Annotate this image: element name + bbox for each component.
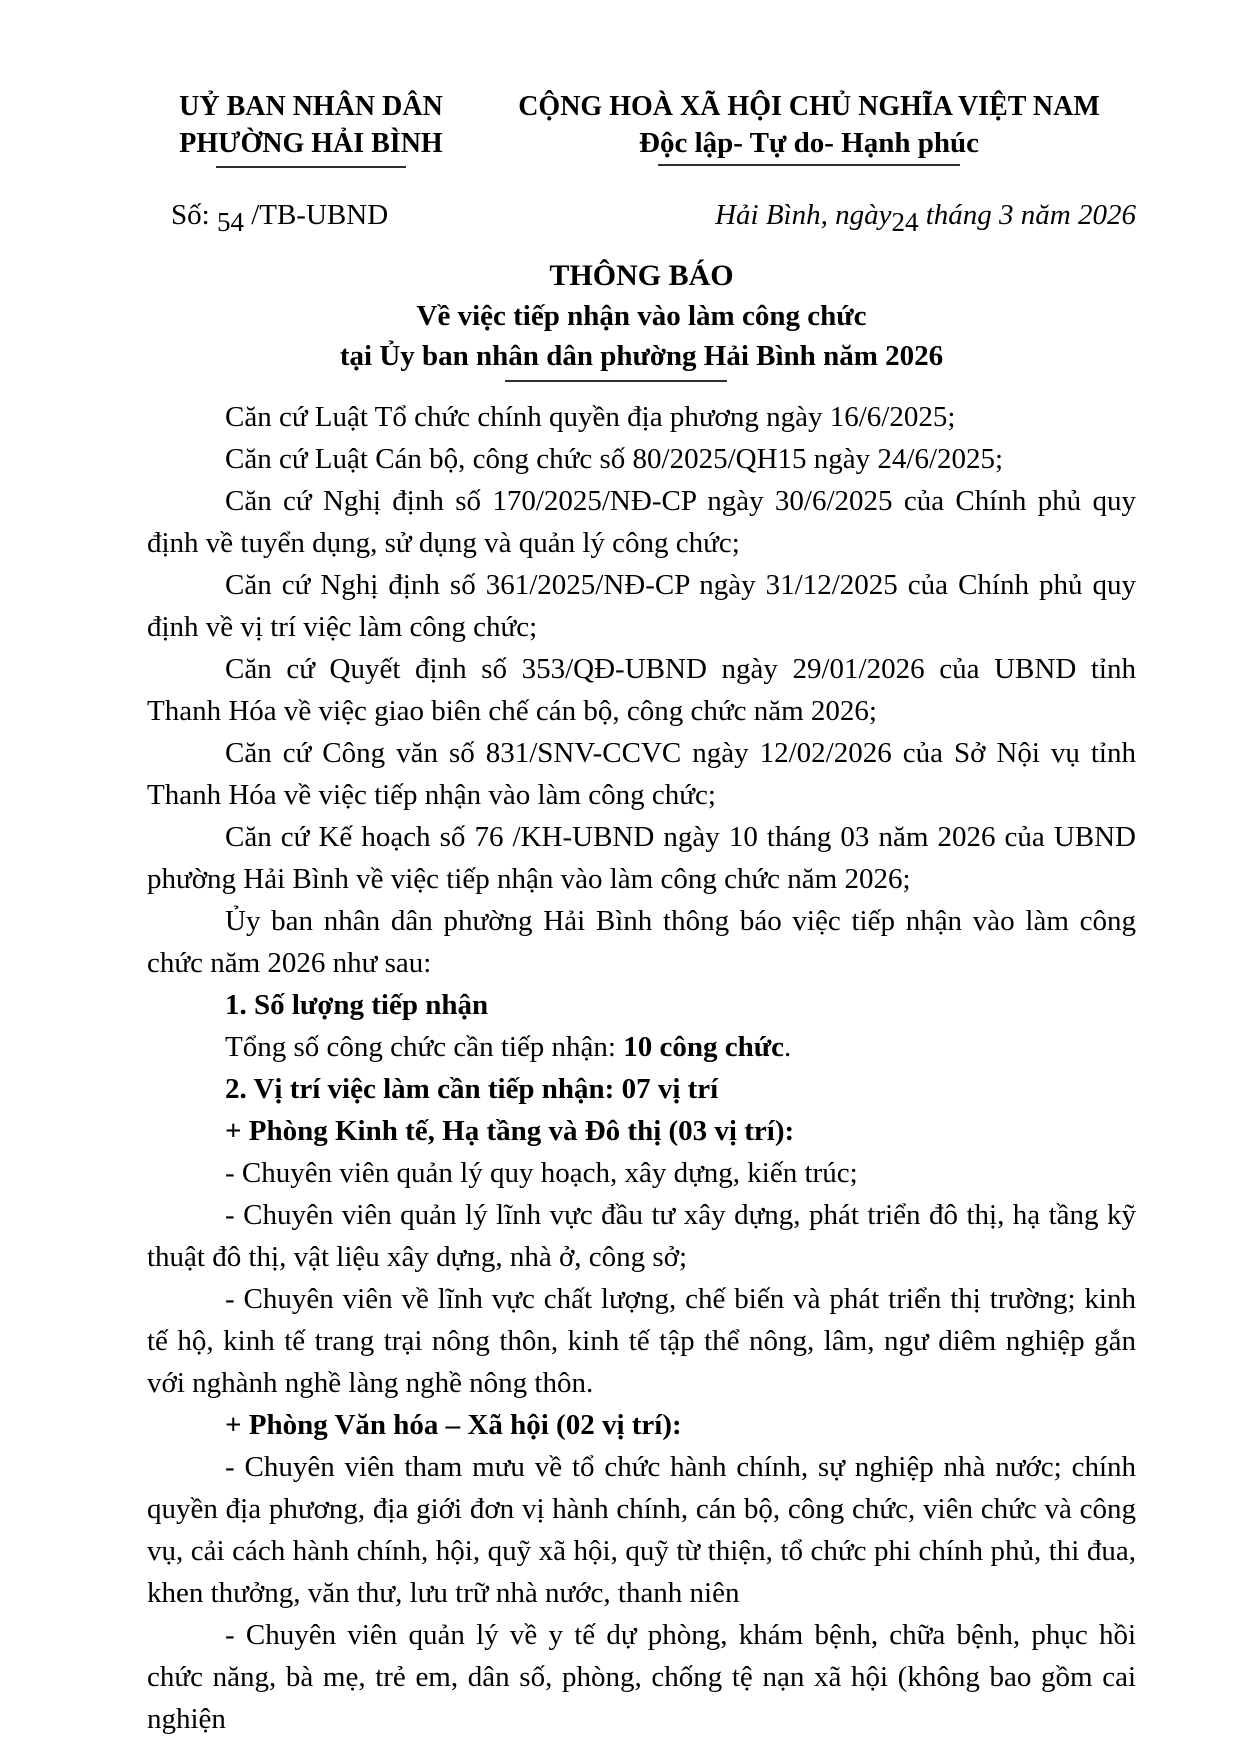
document-subject-line1: Về việc tiếp nhận vào làm công chức	[416, 300, 867, 332]
text-run: 2. Vị trí việc làm cần tiếp nhận: 07 vị trí	[225, 1073, 719, 1105]
authority-underline	[216, 166, 406, 168]
document-body	[147, 396, 1136, 1740]
para-list-item	[147, 1152, 1136, 1194]
document-number	[171, 198, 389, 237]
text-run: - Chuyên viên tham mưu về tổ chức hành chính, sự nghiệp nhà nước; chính quyền địa phương, địa giới đơn vị hành chính, cán bộ, công chức, viên chức và công vụ, cải cách hành chính, hội, quỹ xã hội, quỹ từ thiện, tổ chức phi chính phủ, thi đua, khen thưởng, văn thư, lưu trữ nhà nước, thanh niên	[147, 1451, 1136, 1609]
document-date-place: Hải Bình, ngày	[715, 199, 892, 231]
text-run: Căn cứ Kế hoạch số 76 /KH-UBND ngày 10 tháng 03 năm 2026 của UBND phường Hải Bình về việc tiếp nhận vào làm công chức năm 2026;	[147, 821, 1136, 895]
document-number-value: 54	[216, 207, 244, 237]
national-header-block	[513, 88, 1105, 166]
document-date-day: 24	[891, 207, 919, 237]
para-list-item	[147, 1194, 1136, 1278]
para-list-item	[147, 1278, 1136, 1404]
text-run: Căn cứ Nghị định số 170/2025/NĐ-CP ngày 30/6/2025 của Chính phủ quy định về tuyển dụng, sử dụng và quản lý công chức;	[147, 485, 1136, 559]
document-subject-line2: tại Ủy ban nhân dân phường Hải Bình năm 2026	[339, 340, 944, 372]
document-title-block	[147, 256, 1136, 382]
document-meta-row	[147, 198, 1136, 237]
text-run: 10 công chức	[623, 1031, 785, 1063]
para-sub-heading	[147, 1404, 1136, 1446]
para-list-item	[147, 1446, 1136, 1614]
text-run: Căn cứ Luật Cán bộ, công chức số 80/2025/QH15 ngày 24/6/2025;	[225, 443, 1004, 475]
text-run: Ủy ban nhân dân phường Hải Bình thông báo việc tiếp nhận vào làm công chức năm 2026 như sau:	[147, 905, 1136, 979]
text-run: + Phòng Kinh tế, Hạ tầng và Đô thị (03 vị trí):	[225, 1115, 795, 1147]
para-legal-basis	[147, 732, 1136, 816]
para-content	[147, 1026, 1136, 1068]
issuing-authority-block	[161, 88, 461, 168]
para-legal-basis	[147, 438, 1136, 480]
text-run: Tổng số công chức cần tiếp nhận:	[225, 1031, 624, 1063]
document-number-suffix: /TB-UBND	[251, 199, 389, 231]
text-run: Căn cứ Quyết định số 353/QĐ-UBND ngày 29/01/2026 của UBND tỉnh Thanh Hóa về việc giao biên chế cán bộ, công chức năm 2026;	[147, 653, 1136, 727]
motto-underline	[658, 164, 960, 166]
text-run: Căn cứ Luật Tổ chức chính quyền địa phương ngày 16/6/2025;	[225, 401, 956, 433]
document-type-title: THÔNG BÁO	[549, 259, 734, 292]
para-legal-basis	[147, 564, 1136, 648]
para-legal-basis	[147, 816, 1136, 900]
text-run: 1. Số lượng tiếp nhận	[225, 989, 489, 1021]
document-number-prefix: Số:	[171, 199, 210, 231]
text-run: - Chuyên viên quản lý lĩnh vực đầu tư xây dựng, phát triển đô thị, hạ tầng kỹ thuật đô thị, vật liệu xây dựng, nhà ở, công sở;	[147, 1199, 1136, 1273]
national-motto: Độc lập- Tự do- Hạnh phúc	[639, 127, 979, 159]
text-run: Căn cứ Nghị định số 361/2025/NĐ-CP ngày 31/12/2025 của Chính phủ quy định về vị trí việc làm công chức;	[147, 569, 1136, 643]
para-section-heading	[147, 984, 1136, 1026]
para-legal-basis	[147, 648, 1136, 732]
text-run: - Chuyên viên về lĩnh vực chất lượng, chế biến và phát triển thị trường; kinh tế hộ, kinh tế trang trại nông thôn, kinh tế tập thể nông, lâm, ngư diêm nghiệp gắn với nghành nghề làng nghề nông thôn.	[147, 1283, 1136, 1399]
authority-parent-name: UỶ BAN NHÂN DÂN	[179, 91, 443, 122]
para-legal-basis	[147, 480, 1136, 564]
para-sub-heading	[147, 1110, 1136, 1152]
para-legal-basis	[147, 396, 1136, 438]
para-intro	[147, 900, 1136, 984]
text-run: - Chuyên viên quản lý quy hoạch, xây dựng, kiến trúc;	[225, 1157, 858, 1189]
text-run: Căn cứ Công văn số 831/SNV-CCVC ngày 12/02/2026 của Sở Nội vụ tỉnh Thanh Hóa về việc tiếp nhận vào làm công chức;	[147, 737, 1136, 811]
document-header	[147, 88, 1136, 168]
document-date-rest: tháng 3 năm 2026	[925, 199, 1136, 231]
title-underline	[505, 380, 727, 382]
para-list-item	[147, 1614, 1136, 1740]
text-run: .	[784, 1031, 792, 1063]
text-run: + Phòng Văn hóa – Xã hội (02 vị trí):	[225, 1409, 682, 1441]
text-run: - Chuyên viên quản lý về y tế dự phòng, khám bệnh, chữa bệnh, phục hồi chức năng, bà mẹ, trẻ em, dân số, phòng, chống tệ nạn xã hội (không bao gồm cai nghiện	[147, 1619, 1136, 1735]
authority-name: PHƯỜNG HẢI BÌNH	[179, 128, 443, 159]
para-section-heading	[147, 1068, 1136, 1110]
document-date	[715, 198, 1136, 237]
national-title: CỘNG HOÀ XÃ HỘI CHỦ NGHĨA VIỆT NAM	[518, 91, 1100, 122]
